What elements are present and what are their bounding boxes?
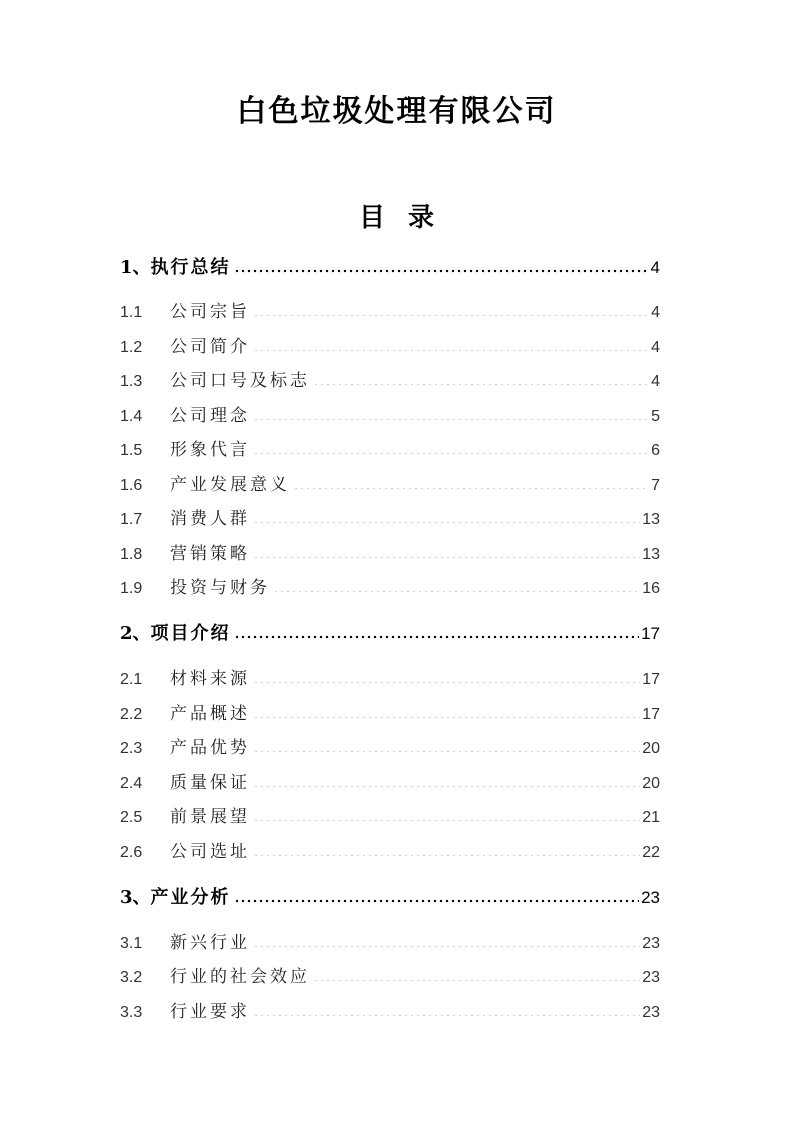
toc-dot-leader <box>253 350 649 351</box>
toc-subsection-entry[interactable] <box>120 929 660 957</box>
toc-entry-label: 公司宗旨 <box>170 302 250 322</box>
toc-dot-leader <box>253 453 649 454</box>
toc-dot-leader <box>234 635 640 639</box>
toc-entry-number: 1.1 <box>120 304 143 321</box>
toc-page-number: 4 <box>651 339 660 356</box>
toc-subsection-entry[interactable] <box>120 402 660 430</box>
toc-page-number: 4 <box>651 304 660 321</box>
toc-dot-leader <box>313 980 640 981</box>
toc-subsection-entry[interactable] <box>120 998 660 1026</box>
toc-entry-number: 1.8 <box>120 546 143 563</box>
toc-dot-leader <box>253 751 640 752</box>
toc-entry-number: 2.4 <box>120 775 143 792</box>
toc-subsection-entry[interactable] <box>120 665 660 693</box>
document-title: 白色垃圾处理有限公司 <box>236 94 557 129</box>
toc-dot-leader <box>313 384 649 385</box>
toc-page-number: 6 <box>651 442 660 459</box>
toc-dot-leader <box>253 820 640 821</box>
toc-entry-number: 3.2 <box>120 969 143 986</box>
toc-page-number: 21 <box>642 809 660 826</box>
toc-entry-label: 材料来源 <box>170 669 250 689</box>
toc-subsection-entry[interactable] <box>120 333 660 361</box>
toc-subsection-entry[interactable] <box>120 471 660 499</box>
toc-entry-number: 1.7 <box>120 511 143 528</box>
toc-page-number: 20 <box>642 775 660 792</box>
toc-subsection-entry[interactable] <box>120 838 660 866</box>
toc-entry-label: 营销策略 <box>170 544 250 564</box>
toc-dot-leader <box>253 1015 640 1016</box>
toc-page-number: 17 <box>642 671 660 688</box>
toc-dot-leader <box>253 419 649 420</box>
toc-subsection-entry[interactable] <box>120 367 660 395</box>
toc-page-number: 17 <box>642 706 660 723</box>
toc-entry-label: 公司理念 <box>170 406 250 426</box>
toc-entry-label: 项目介绍 <box>150 623 231 644</box>
toc-entry-label: 产业分析 <box>150 887 231 908</box>
toc-heading: 目 录 <box>358 203 435 233</box>
toc-entry-number: 1.5 <box>120 442 143 459</box>
toc-entry-number: 2.1 <box>120 671 143 688</box>
toc-page-number: 23 <box>642 935 660 952</box>
toc-entry-number: 1.3 <box>120 373 143 390</box>
toc-dot-leader <box>234 269 649 273</box>
toc-dot-leader <box>253 946 640 947</box>
toc-page-number: 4 <box>650 258 660 277</box>
toc-entry-number: 1.6 <box>120 477 143 494</box>
toc-dot-leader <box>234 899 640 903</box>
toc-entry-number: 2.3 <box>120 740 143 757</box>
toc-entry-label: 投资与财务 <box>170 578 270 598</box>
toc-entry-number: 2、 <box>120 623 151 644</box>
toc-page-number: 7 <box>651 477 660 494</box>
toc-dot-leader <box>253 786 640 787</box>
toc-subsection-entry[interactable] <box>120 436 660 464</box>
toc-entry-number: 1.2 <box>120 339 143 356</box>
toc-entry-number: 1.9 <box>120 580 143 597</box>
toc-subsection-entry[interactable] <box>120 700 660 728</box>
toc-entry-label: 公司选址 <box>170 842 250 862</box>
toc-entry-label: 执行总结 <box>150 257 231 278</box>
toc-subsection-entry[interactable] <box>120 574 660 602</box>
toc-dot-leader <box>253 682 640 683</box>
toc-entry-number: 1、 <box>120 257 151 278</box>
toc-page-number: 23 <box>642 1004 660 1021</box>
toc-subsection-entry[interactable] <box>120 963 660 991</box>
toc-page-number: 4 <box>651 373 660 390</box>
toc-section-entry[interactable] <box>120 620 660 648</box>
toc-page-number: 22 <box>642 844 660 861</box>
toc-entry-number: 3.1 <box>120 935 143 952</box>
toc-entry-number: 2.6 <box>120 844 143 861</box>
toc-dot-leader <box>253 855 640 856</box>
toc-entry-label: 质量保证 <box>170 773 250 793</box>
toc-dot-leader <box>253 315 649 316</box>
toc-subsection-entry[interactable] <box>120 298 660 326</box>
toc-section-entry[interactable] <box>120 254 660 282</box>
toc-page-number: 13 <box>642 546 660 563</box>
toc-dot-leader <box>253 557 640 558</box>
toc-page-number: 23 <box>641 888 660 907</box>
toc-entry-label: 产业发展意义 <box>170 475 290 495</box>
toc-entry-label: 产品概述 <box>170 704 250 724</box>
toc-subsection-entry[interactable] <box>120 734 660 762</box>
toc-entry-label: 行业的社会效应 <box>170 967 310 987</box>
toc-entry-number: 3、 <box>120 887 151 908</box>
toc-subsection-entry[interactable] <box>120 505 660 533</box>
toc-entry-label: 前景展望 <box>170 807 250 827</box>
toc-dot-leader <box>253 522 640 523</box>
toc-dot-leader <box>293 488 649 489</box>
toc-entry-label: 新兴行业 <box>170 933 250 953</box>
toc-page-number: 20 <box>642 740 660 757</box>
toc-subsection-entry[interactable] <box>120 803 660 831</box>
toc-page-number: 17 <box>641 624 660 643</box>
toc-page-number: 16 <box>642 580 660 597</box>
toc-subsection-entry[interactable] <box>120 769 660 797</box>
toc-entry-label: 消费人群 <box>170 509 250 529</box>
toc-dot-leader <box>273 591 640 592</box>
toc-page-number: 5 <box>651 408 660 425</box>
toc-page-number: 23 <box>642 969 660 986</box>
toc-entry-label: 公司口号及标志 <box>170 371 310 391</box>
toc-entry-number: 2.2 <box>120 706 143 723</box>
toc-entry-number: 3.3 <box>120 1004 143 1021</box>
toc-entry-label: 产品优势 <box>170 738 250 758</box>
toc-page-number: 13 <box>642 511 660 528</box>
toc-dot-leader <box>253 717 640 718</box>
toc-entry-label: 形象代言 <box>170 440 250 460</box>
toc-entry-label: 公司简介 <box>170 337 250 357</box>
toc-section-entry[interactable] <box>120 884 660 912</box>
toc-entry-label: 行业要求 <box>170 1002 250 1022</box>
toc-entry-number: 1.4 <box>120 408 143 425</box>
toc-subsection-entry[interactable] <box>120 540 660 568</box>
toc-entry-number: 2.5 <box>120 809 143 826</box>
